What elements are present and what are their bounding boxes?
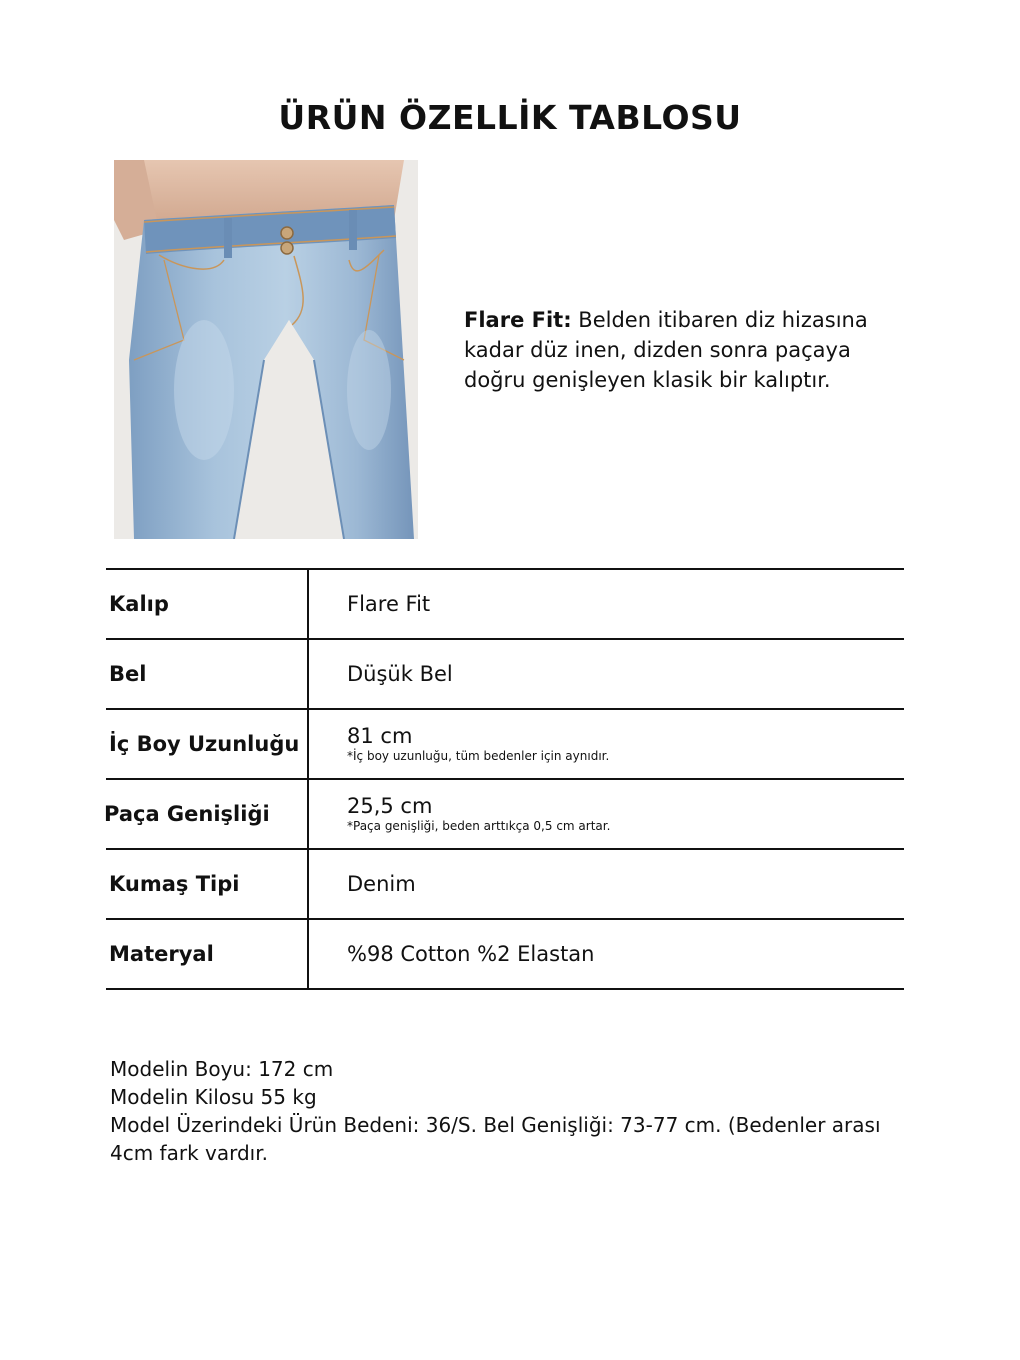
spec-row-kalip — [106, 568, 904, 638]
spec-value: Flare Fit — [347, 592, 431, 616]
spec-divider — [307, 850, 309, 918]
spec-value-cell — [347, 570, 430, 638]
spec-table — [106, 568, 904, 990]
spec-label: Bel — [109, 662, 147, 686]
spec-divider — [307, 780, 309, 848]
spec-row-kumas — [106, 848, 904, 918]
spec-value-cell — [347, 920, 594, 988]
spec-value-cell — [347, 850, 416, 918]
spec-divider — [307, 570, 309, 638]
spec-label: Materyal — [109, 942, 214, 966]
spec-divider — [307, 920, 309, 988]
product-photo — [114, 160, 418, 539]
spec-value: 81 cm — [347, 724, 413, 748]
spec-value-cell — [347, 780, 610, 848]
spec-divider — [307, 640, 309, 708]
spec-note: *Paça genişliği, beden arttıkça 0,5 cm artar. — [347, 819, 611, 833]
spec-value: Düşük Bel — [347, 662, 453, 686]
spec-value: %98 Cotton %2 Elastan — [347, 942, 595, 966]
jeans-illustration — [114, 160, 418, 539]
spec-row-paca — [106, 778, 904, 848]
spec-label: Kalıp — [109, 592, 169, 616]
model-weight: Modelin Kilosu 55 kg — [110, 1085, 317, 1109]
fit-description-text: Belden itibaren diz hizasına kadar düz inen, dizden sonra paçaya doğru genişleyen klasik bir kalıptır. — [464, 308, 868, 392]
spec-divider — [307, 710, 309, 778]
spec-label: Kumaş Tipi — [109, 872, 240, 896]
spec-value-cell — [347, 640, 453, 708]
spec-row-materyal — [106, 918, 904, 990]
spec-label: İç Boy Uzunluğu — [109, 732, 300, 756]
model-height: Modelin Boyu: 172 cm — [110, 1057, 334, 1081]
spec-row-bel — [106, 638, 904, 708]
model-size-info: Model Üzerindeki Ürün Bedeni: 36/S. Bel Genişliği: 73-77 cm. (Bedenler arası 4cm fark vardır. — [110, 1113, 881, 1165]
spec-row-ic-boy — [106, 708, 904, 778]
page-title: ÜRÜN ÖZELLİK TABLOSU — [278, 98, 742, 137]
fit-name: Flare Fit: — [464, 308, 572, 332]
spec-value: 25,5 cm — [347, 794, 433, 818]
spec-label: Paça Genişliği — [104, 802, 270, 826]
spec-value: Denim — [347, 872, 416, 896]
spec-value-cell — [347, 710, 609, 778]
model-info — [110, 1055, 900, 1167]
fit-description — [464, 305, 914, 395]
spec-note: *İç boy uzunluğu, tüm bedenler için aynıdır. — [347, 749, 610, 763]
